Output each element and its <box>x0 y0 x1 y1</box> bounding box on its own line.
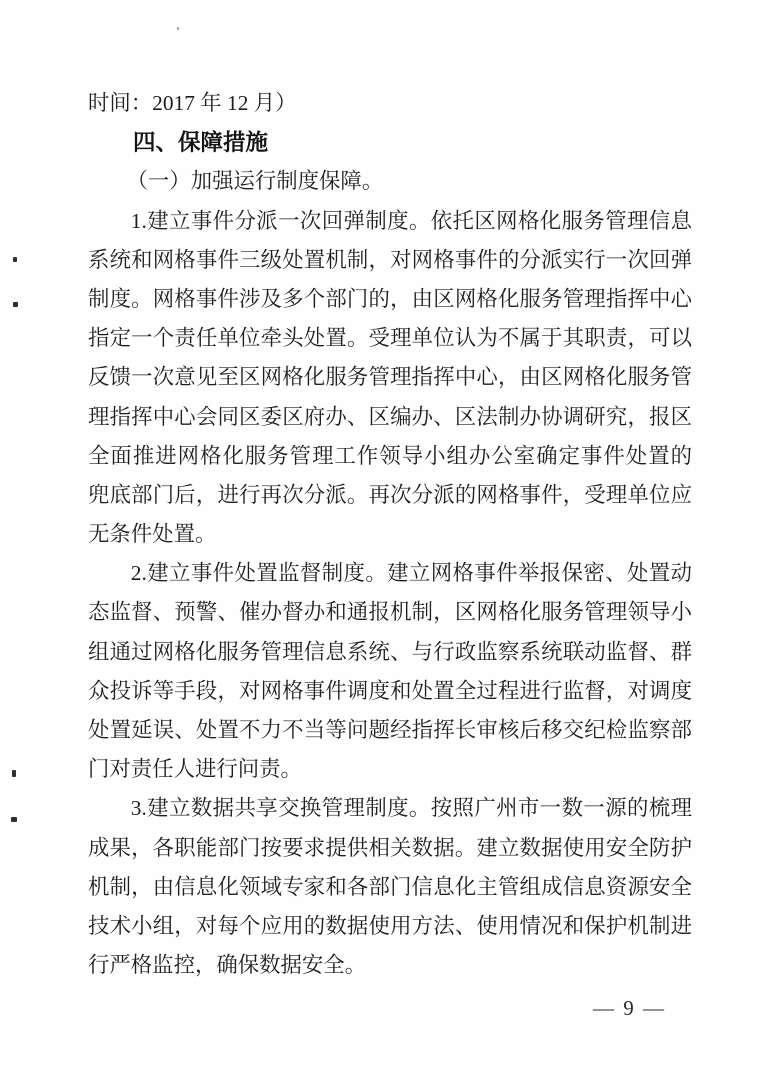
text-line: 理指挥中心会同区委区府办、区编办、区法制办协调研究，报区 <box>88 404 692 429</box>
text-line: 态监督、预警、催办督办和通报机制，区网格化服务管理领导小 <box>88 600 692 625</box>
text-line: 兜底部门后，进行再次分派。再次分派的网格事件，受理单位应 <box>88 482 692 507</box>
scan-artifact-dot <box>13 302 18 307</box>
subsection-heading: （一）加强运行制度保障。 <box>126 169 384 194</box>
text-line: 组通过网格化服务管理信息系统、与行政监察系统联动监督、群 <box>88 639 692 664</box>
text-line: 制度。网格事件涉及多个部门的，由区网格化服务管理指挥中心 <box>88 286 692 311</box>
text-line: 门对责任人进行问责。 <box>88 757 302 782</box>
page-number: — 9 — <box>593 996 666 1020</box>
text-line: 指定一个责任单位牵头处置。受理单位认为不属于其职责，可以 <box>88 326 692 351</box>
text-line: 行严格监控，确保数据安全。 <box>88 953 367 978</box>
scan-artifact-dot <box>13 257 17 262</box>
text-line: 1.建立事件分派一次回弹制度。依托区网格化服务管理信息 <box>130 208 692 233</box>
text-line: 2.建立事件处置监督制度。建立网格事件举报保密、处置动 <box>130 561 692 586</box>
text-line: 处置延误、处置不力不当等问题经指挥长审核后移交纪检监察部 <box>88 718 692 742</box>
text-line: 全面推进网格化服务管理工作领导小组办公室确定事件处置的 <box>88 443 692 468</box>
section-heading: 四、保障措施 <box>133 130 269 156</box>
text-line: 众投诉等手段，对网格事件调度和处置全过程进行监督，对调度 <box>88 678 692 703</box>
scan-artifact-dot <box>11 817 17 822</box>
text-line: 成果，各职能部门按要求提供相关数据。建立数据使用安全防护 <box>88 835 692 860</box>
text-block <box>88 84 692 985</box>
text-line: 反馈一次意见至区网格化服务管理指挥中心，由区网格化服务管 <box>88 365 692 390</box>
scan-artifact-dot <box>12 770 16 777</box>
text-line: 系统和网格事件三级处置机制，对网格事件的分派实行一次回弹 <box>88 247 692 272</box>
intro-line: 时间：2017 年 12 月） <box>88 91 297 115</box>
text-line: 技术小组，对每个应用的数据使用方法、使用情况和保护机制进 <box>88 913 692 938</box>
scan-artifact-speck <box>177 27 179 30</box>
text-line: 机制，由信息化领域专家和各部门信息化主管组成信息资源安全 <box>88 874 692 899</box>
text-line: 无条件处置。 <box>88 522 217 547</box>
text-line: 3.建立数据共享交换管理制度。按照广州市一数一源的梳理 <box>130 796 692 821</box>
